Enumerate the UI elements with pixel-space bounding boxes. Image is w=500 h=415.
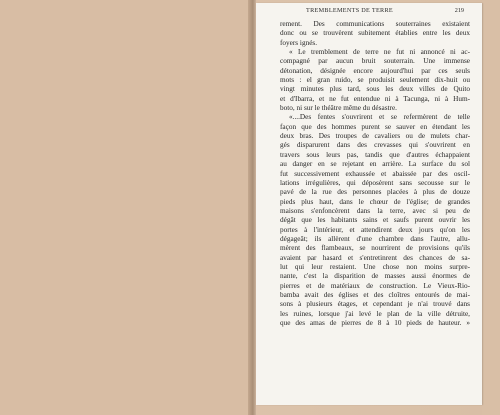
body-text <box>280 20 470 328</box>
text-line: lut qui leur restaient. Une chose non moins surpre- <box>280 262 470 271</box>
text-line: lations irrégulières, qui déposèrent sans secousse sur le <box>280 178 470 187</box>
book-gutter <box>248 0 256 415</box>
text-line: détonation, désignée encore aujourd'hui par ces seuls <box>280 66 470 75</box>
viewer-margin <box>482 0 500 415</box>
text-line: les ruines, lorsque j'ai levé le plan de la ville détruite, <box>280 309 470 318</box>
page-number: 219 <box>454 7 464 14</box>
text-line: et d'Ibarra, et ne fut entendue ni à Tacunga, ni à Hum- <box>280 94 470 103</box>
text-line: mots : el gran ruido, se produisit seulement dix-huit ou <box>280 76 470 85</box>
text-line: « Le tremblement de terre ne fut ni annoncé ni ac- <box>289 48 470 57</box>
running-head <box>256 7 482 17</box>
text-line: nante, c'est la disparition de masses aussi énormes de <box>280 272 470 281</box>
text-line: portes à l'intérieur, et attendirent deux jours qu'on les <box>280 225 470 234</box>
text-line: rement. Des communications souterraines existaient <box>280 20 470 28</box>
running-title: TREMBLEMENTS DE TERRE <box>306 7 393 14</box>
text-line: maisons s'enfoncèrent dans la terre, avec si peu de <box>280 206 470 215</box>
text-line: gés disparurent dans des crevasses qui s'ouvrirent en <box>280 141 470 150</box>
text-line: sons à plusieurs étages, et cependant je n'ai trouvé dans <box>280 300 470 309</box>
text-line: que des amas de pierres de 8 à 10 pieds de hauteur. » <box>280 319 470 327</box>
text-line: pavé de la rue des personnes placées à plus de douze <box>280 188 470 197</box>
text-line: «....Des fentes s'ouvrirent et se refermèrent de telle <box>289 113 470 122</box>
text-line: vingt minutes plus tard, sous les deux villes de Quito <box>280 85 470 94</box>
text-line: donc ou se trouvèrent subitement établies entre les deux <box>280 29 470 38</box>
text-line: dégageât; ils allèrent d'une chambre dans l'autre, allu- <box>280 234 470 243</box>
book-page <box>256 3 482 405</box>
text-line: bamba avait des églises et des cloîtres entourés de mai- <box>280 290 470 299</box>
text-line: pierres et de matériaux de construction. Le Vieux-Rio- <box>280 281 470 290</box>
text-line: avaient par hasard et s'entretinrent des chances de sa- <box>280 253 470 262</box>
text-line: dégât que les habitants sains et saufs purent ouvrir les <box>280 216 470 225</box>
text-line: pieds plus haut, dans le chœur de l'église; de grandes <box>280 197 470 206</box>
text-line: travers sous leurs pas, tandis que d'autres échappaient <box>280 150 470 159</box>
text-line: foyers ignés. <box>280 38 318 47</box>
text-line: boto, ni sur le théâtre même du désastre. <box>280 104 397 113</box>
text-line: au danger en se rejetant en arrière. La surface du sol <box>280 160 470 169</box>
text-line: façon que des hommes purent se sauver en étendant les <box>280 122 470 131</box>
text-line: compagné par aucun bruit souterrain. Une immense <box>280 57 470 66</box>
text-line: fut successivement exhaussée et abaissée par des oscil- <box>280 169 470 178</box>
text-line: deux bras. Des troupes de cavaliers ou de mulets char- <box>280 132 470 141</box>
text-line: mèrent des flambeaux, se nourrirent de provisions qu'ils <box>280 244 470 253</box>
